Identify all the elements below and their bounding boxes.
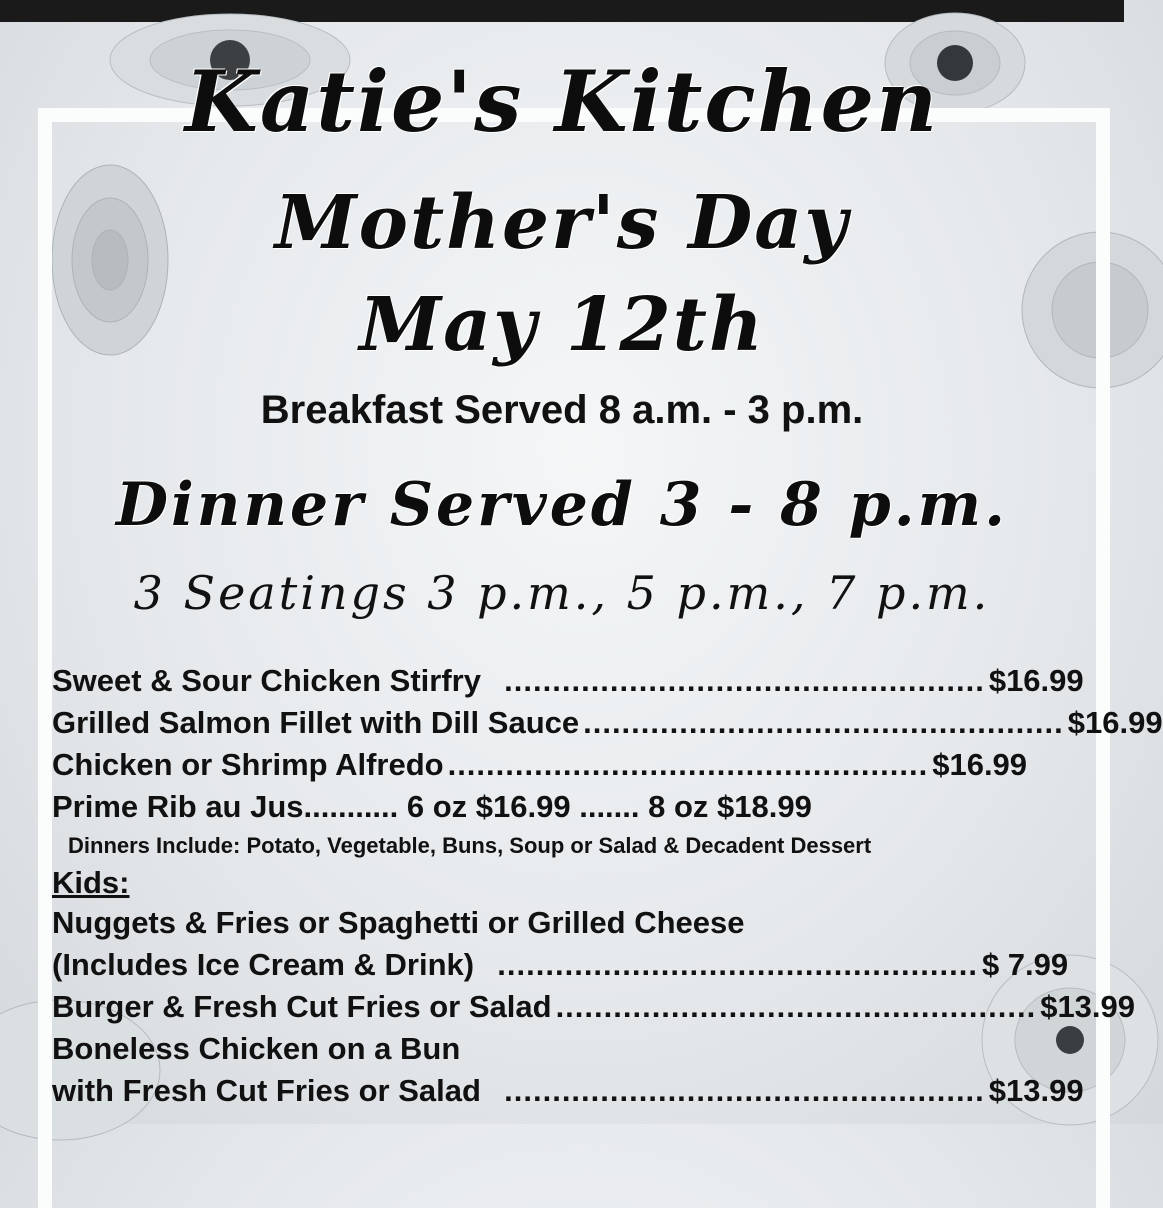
menu-item-detail: with Fresh Cut Fries or Salad: [52, 1073, 481, 1108]
dot-leader: ..................................................: [478, 947, 978, 982]
menu-item-price: $16.99: [1067, 705, 1163, 740]
dot-leader: ...........: [303, 789, 407, 824]
menu-item-name: Prime Rib au Jus: [52, 789, 304, 824]
kids-heading: Kids:: [52, 865, 130, 900]
menu-item-price: $ 7.99: [981, 947, 1069, 982]
menu-item: [52, 660, 1084, 702]
dot-leader: ..................................................: [555, 989, 1037, 1024]
breakfast-hours: Breakfast Served 8 a.m. - 3 p.m.: [260, 388, 864, 432]
menu-item-name: Sweet & Sour Chicken Stirfry: [52, 663, 481, 698]
menu-list: [52, 660, 1163, 1112]
menu-item-price: $16.99: [988, 663, 1084, 698]
dot-leader: ..................................................: [583, 705, 1064, 740]
event-date: May 12th: [359, 282, 765, 368]
dot-leader: .......: [570, 789, 649, 824]
menu-item-option: 8 oz $18.99: [648, 789, 812, 824]
menu-item-prime-rib: [52, 786, 947, 828]
menu-item: [52, 944, 1069, 986]
dinner-hours: Dinner Served 3 - 8 p.m.: [115, 470, 1009, 540]
menu-item-name: Grilled Salmon Fillet with Dill Sauce: [52, 705, 580, 740]
menu-item-name: Boneless Chicken on a Bun: [52, 1031, 461, 1066]
menu-item-option: 6 oz $16.99: [406, 789, 571, 824]
menu-item-detail: (Includes Ice Cream & Drink): [52, 947, 475, 982]
menu-item-name: Burger & Fresh Cut Fries or Salad: [52, 989, 552, 1024]
dinner-includes-note: Dinners Include: Potato, Vegetable, Buns, Soup or Salad & Decadent Dessert: [68, 833, 872, 858]
menu-item: [52, 1070, 1084, 1112]
menu-item-price: $13.99: [988, 1073, 1084, 1108]
menu-item-price: $13.99: [1040, 989, 1136, 1024]
menu-item: [52, 702, 1163, 744]
dot-leader: ..................................................: [484, 663, 985, 698]
dot-leader: ..................................................: [484, 1073, 985, 1108]
restaurant-title: Katie's Kitchen: [184, 52, 940, 151]
menu-item-name: Nuggets & Fries or Spaghetti or Grilled Cheese: [52, 905, 745, 940]
menu-item-name: Chicken or Shrimp Alfredo: [52, 747, 444, 782]
menu-item: [52, 986, 1136, 1028]
seating-times: 3 Seatings 3 p.m., 5 p.m., 7 p.m.: [133, 566, 991, 620]
event-title: Mother's Day: [274, 180, 850, 266]
menu-item: [52, 744, 1028, 786]
menu-item-price: $16.99: [932, 747, 1028, 782]
dot-leader: ..................................................: [447, 747, 929, 782]
